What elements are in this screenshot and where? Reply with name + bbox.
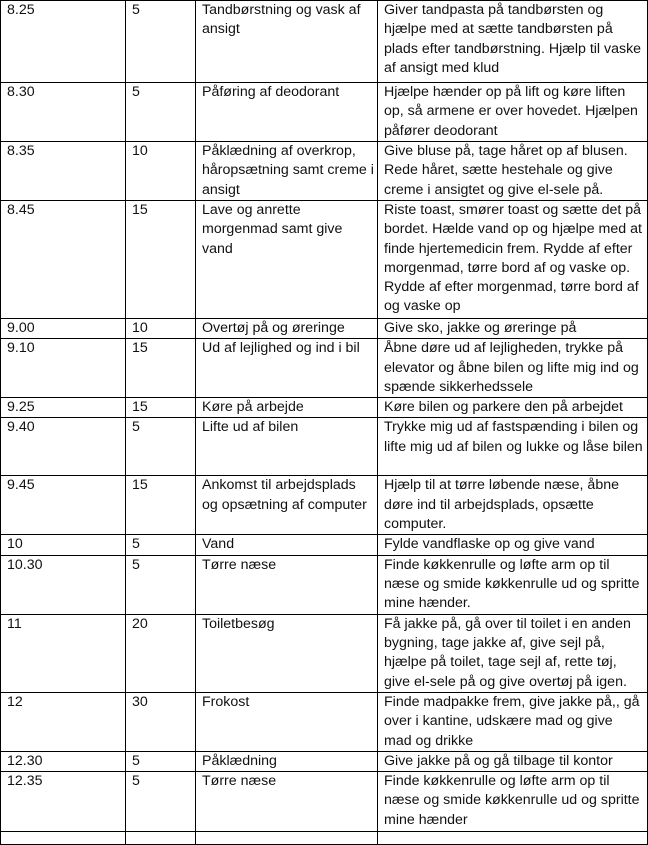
table-row [1,398,648,418]
time-cell: 9.25 [1,398,126,418]
table-row [1,555,648,614]
description-cell: Trykke mig ud af fastspænding i bilen og lifte mig ud af bilen og lukke og låse bilen [378,418,648,476]
description-cell: Få jakke på, gå over til toilet i en anden bygning, tage jakke af, give sejl på, hjælpe på toilet, tage sejl af, rette tøj, give el-sele på og give overtøj på igen. [378,614,648,692]
activity-cell: Tørre næse [196,555,378,614]
activity-cell: Toiletbesøg [196,614,378,692]
activity-cell: Overtøj på og øreringe [196,319,378,339]
table-row [1,751,648,771]
table-row [1,319,648,339]
minutes-cell: 5 [126,1,196,83]
minutes-cell: 5 [126,772,196,832]
activity-cell [196,832,378,845]
description-cell: Finde køkkenrulle og løfte arm op til næse og smide køkkenrulle ud og spritte mine hænder [378,772,648,832]
table-row [1,535,648,555]
description-cell: Finde madpakke frem, give jakke på,, gå over i kantine, udskære mad og give mad og drikke [378,692,648,751]
activity-cell: Lifte ud af bilen [196,418,378,476]
description-cell: Køre bilen og parkere den på arbejdet [378,398,648,418]
time-cell: 10.30 [1,555,126,614]
minutes-cell: 15 [126,201,196,319]
description-cell: Give sko, jakke og øreringe på [378,319,648,339]
minutes-cell: 15 [126,476,196,535]
time-cell: 11 [1,614,126,692]
table-row [1,83,648,142]
table-row [1,201,648,319]
time-cell: 10 [1,535,126,555]
description-cell [378,832,648,845]
minutes-cell: 5 [126,83,196,142]
minutes-cell: 5 [126,418,196,476]
activity-cell: Tandbørstning og vask af ansigt [196,1,378,83]
description-cell: Hjælpe hænder op på lift og køre liften op, så armene er over hovedet. Hjælpen påfører deodorant [378,83,648,142]
table-row [1,418,648,476]
activity-cell: Tørre næse [196,772,378,832]
table-row [1,339,648,398]
activity-cell: Lave og anrette morgenmad samt give vand [196,201,378,319]
time-cell [1,832,126,845]
table-row [1,1,648,83]
time-cell: 12 [1,692,126,751]
description-cell: Åbne døre ud af lejligheden, trykke på elevator og åbne bilen og lifte mig ind og spænde sikkerhedssele [378,339,648,398]
time-cell: 8.30 [1,83,126,142]
minutes-cell: 5 [126,555,196,614]
table-row [1,614,648,692]
time-cell: 12.30 [1,751,126,771]
schedule-table-body [1,1,648,845]
minutes-cell: 10 [126,319,196,339]
description-cell: Riste toast, smører toast og sætte det på bordet. Hælde vand op og hjælpe med at finde hjertemedicin frem. Rydde af efter morgenmad, tørre bord af og vaske op. Rydde af efter morgenmad, tørre bord af og vaske op [378,201,648,319]
activity-cell: Ud af lejlighed og ind i bil [196,339,378,398]
time-cell: 9.10 [1,339,126,398]
table-row [1,142,648,201]
minutes-cell: 5 [126,751,196,771]
activity-cell: Vand [196,535,378,555]
table-row [1,476,648,535]
activity-cell: Påklædning [196,751,378,771]
time-cell: 9.45 [1,476,126,535]
activity-cell: Køre på arbejde [196,398,378,418]
minutes-cell: 5 [126,535,196,555]
time-cell: 9.40 [1,418,126,476]
time-cell: 8.45 [1,201,126,319]
minutes-cell: 20 [126,614,196,692]
description-cell: Hjælp til at tørre løbende næse, åbne døre ind til arbejdsplads, opsætte computer. [378,476,648,535]
minutes-cell: 30 [126,692,196,751]
description-cell: Finde køkkenrulle og løfte arm op til næse og smide køkkenrulle ud og spritte mine hænder. [378,555,648,614]
activity-cell: Påføring af deodorant [196,83,378,142]
activity-cell: Ankomst til arbejdsplads og opsætning af computer [196,476,378,535]
table-row [1,692,648,751]
description-cell: Give jakke på og gå tilbage til kontor [378,751,648,771]
activity-cell: Frokost [196,692,378,751]
time-cell: 8.35 [1,142,126,201]
table-row [1,772,648,832]
minutes-cell: 15 [126,339,196,398]
description-cell: Give bluse på, tage håret op af blusen. Rede håret, sætte hestehale og give creme i ansigtet og give el-sele på. [378,142,648,201]
minutes-cell: 15 [126,398,196,418]
table-row-partial [1,832,648,845]
activity-cell: Påklædning af overkrop, håropsætning samt creme i ansigt [196,142,378,201]
time-cell: 9.00 [1,319,126,339]
minutes-cell: 10 [126,142,196,201]
time-cell: 12.35 [1,772,126,832]
description-cell: Giver tandpasta på tandbørsten og hjælpe med at sætte tandbørsten på plads efter tandbørstning. Hjælp til vaske af ansigt med klud [378,1,648,83]
time-cell: 8.25 [1,1,126,83]
minutes-cell [126,832,196,845]
description-cell: Fylde vandflaske op og give vand [378,535,648,555]
